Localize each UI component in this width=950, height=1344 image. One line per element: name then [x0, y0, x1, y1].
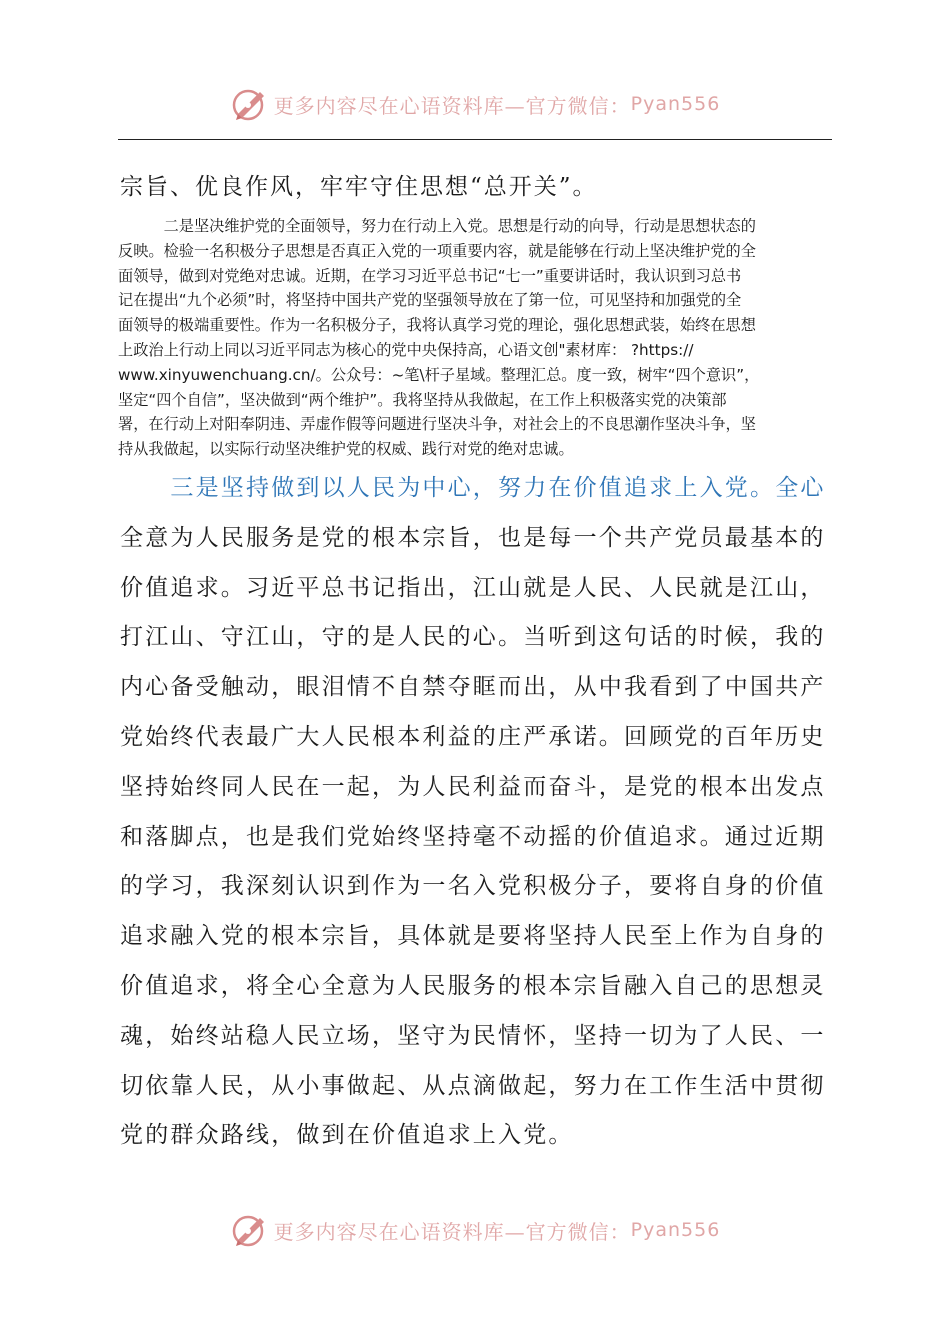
paragraph-line: 打江山、守江山，守的是人民的心。当听到这句话的时候，我的 — [120, 624, 826, 651]
paragraph-line: 党始终代表最广大人民根本利益的庄严承诺。回顾党的百年历史 — [120, 723, 826, 750]
paragraph-line: 内心备受触动，眼泪情不自禁夺眶而出，从中我看到了中国共产 — [120, 674, 826, 701]
watermark-text: 更多内容尽在心语资料库—官方微信： — [273, 1219, 631, 1244]
paragraph-three-first-line — [120, 472, 832, 522]
paragraph-line: 价值追求。习近平总书记指出，江山就是人民、人民就是江山， — [120, 574, 826, 601]
paragraph-heading-tail: 全心 — [775, 475, 826, 501]
paragraph-line: 二是坚决维护党的全面领导，努力在行动上入党。思想是行动的向导，行动是思想状态的 — [118, 217, 756, 235]
paragraph-line: 持从我做起，以实际行动坚决维护党的权威、践行对党的绝对忠诚。 — [118, 440, 574, 459]
paragraph-line: www.xinyuwenchuang.cn/。公众号：~笔\杆子星域。整理汇总。度一致，树牢“四个意识”， — [118, 365, 760, 384]
pen-logo-icon — [230, 84, 270, 124]
footer-watermark — [0, 1208, 950, 1252]
paragraph-line: 价值追求，将全心全意为人民服务的根本宗旨融入自己的思想灵 — [120, 972, 826, 999]
paragraph-line: 的学习，我深刻认识到作为一名入党积极分子，要将自身的价值 — [120, 873, 826, 900]
paragraph-line: 坚定“四个自信”，坚决做到“两个维护”。我将坚持从我做起，在工作上积极落实党的决策部 — [118, 390, 727, 409]
paragraph-line: 党的群众路线，做到在价值追求上入党。 — [120, 1122, 574, 1149]
paragraph-line: 面领导，做到对党绝对忠诚。近期，在学习习近平总书记“七一”重要讲话时，我认识到习总书 — [118, 266, 742, 285]
continued-line: 宗旨、优良作风，牢牢守住思想“总开关”。 — [120, 174, 598, 200]
paragraph-line: 全意为人民服务是党的根本宗旨，也是每一个共产党员最基本的 — [120, 524, 826, 551]
paragraph-two — [118, 214, 836, 462]
watermark-text: 更多内容尽在心语资料库—官方微信： — [273, 93, 631, 118]
paragraph-line: 和落脚点，也是我们党始终坚持毫不动摇的价值追求。通过近期 — [120, 823, 826, 850]
paragraph-three — [120, 472, 832, 1169]
paragraph-line: 切依靠人民，从小事做起、从点滴做起，努力在工作生活中贯彻 — [120, 1072, 826, 1099]
header-divider — [118, 139, 832, 140]
paragraph-line: 坚持始终同人民在一起，为人民利益而奋斗，是党的根本出发点 — [120, 773, 826, 800]
paragraph-line: 上政治上行动上同以习近平同志为核心的党中央保持高，心语文创"素材库： ?https:// — [118, 340, 694, 359]
watermark-wechat-id: Pyan556 — [630, 1219, 721, 1241]
header-watermark — [0, 82, 950, 126]
paragraph-line: 署，在行动上对阳奉阴违、弄虚作假等问题进行坚决斗争，对社会上的不良思潮作坚决斗争，坚 — [118, 415, 756, 434]
paragraph-line: 魂，始终站稳人民立场，坚守为民情怀，坚持一切为了人民、一 — [120, 1022, 826, 1049]
paragraph-line: 反映。检验一名积极分子思想是否真正入党的一项重要内容，就是能够在行动上坚决维护党的全 — [118, 241, 756, 260]
pen-logo-icon — [230, 1210, 270, 1250]
watermark-wechat-id: Pyan556 — [630, 93, 721, 115]
paragraph-line: 面领导的极端重要性。作为一名积极分子，我将认真学习党的理论，强化思想武装，始终在思想 — [118, 316, 756, 335]
paragraph-heading: 三是坚持做到以人民为中心，努力在价值追求上入党。 — [120, 475, 776, 501]
paragraph-line: 记在提出“九个必须”时，将坚持中国共产党的坚强领导放在了第一位，可见坚持和加强党的全 — [118, 291, 742, 310]
paragraph-line: 追求融入党的根本宗旨，具体就是要将坚持人民至上作为自身的 — [120, 923, 826, 950]
